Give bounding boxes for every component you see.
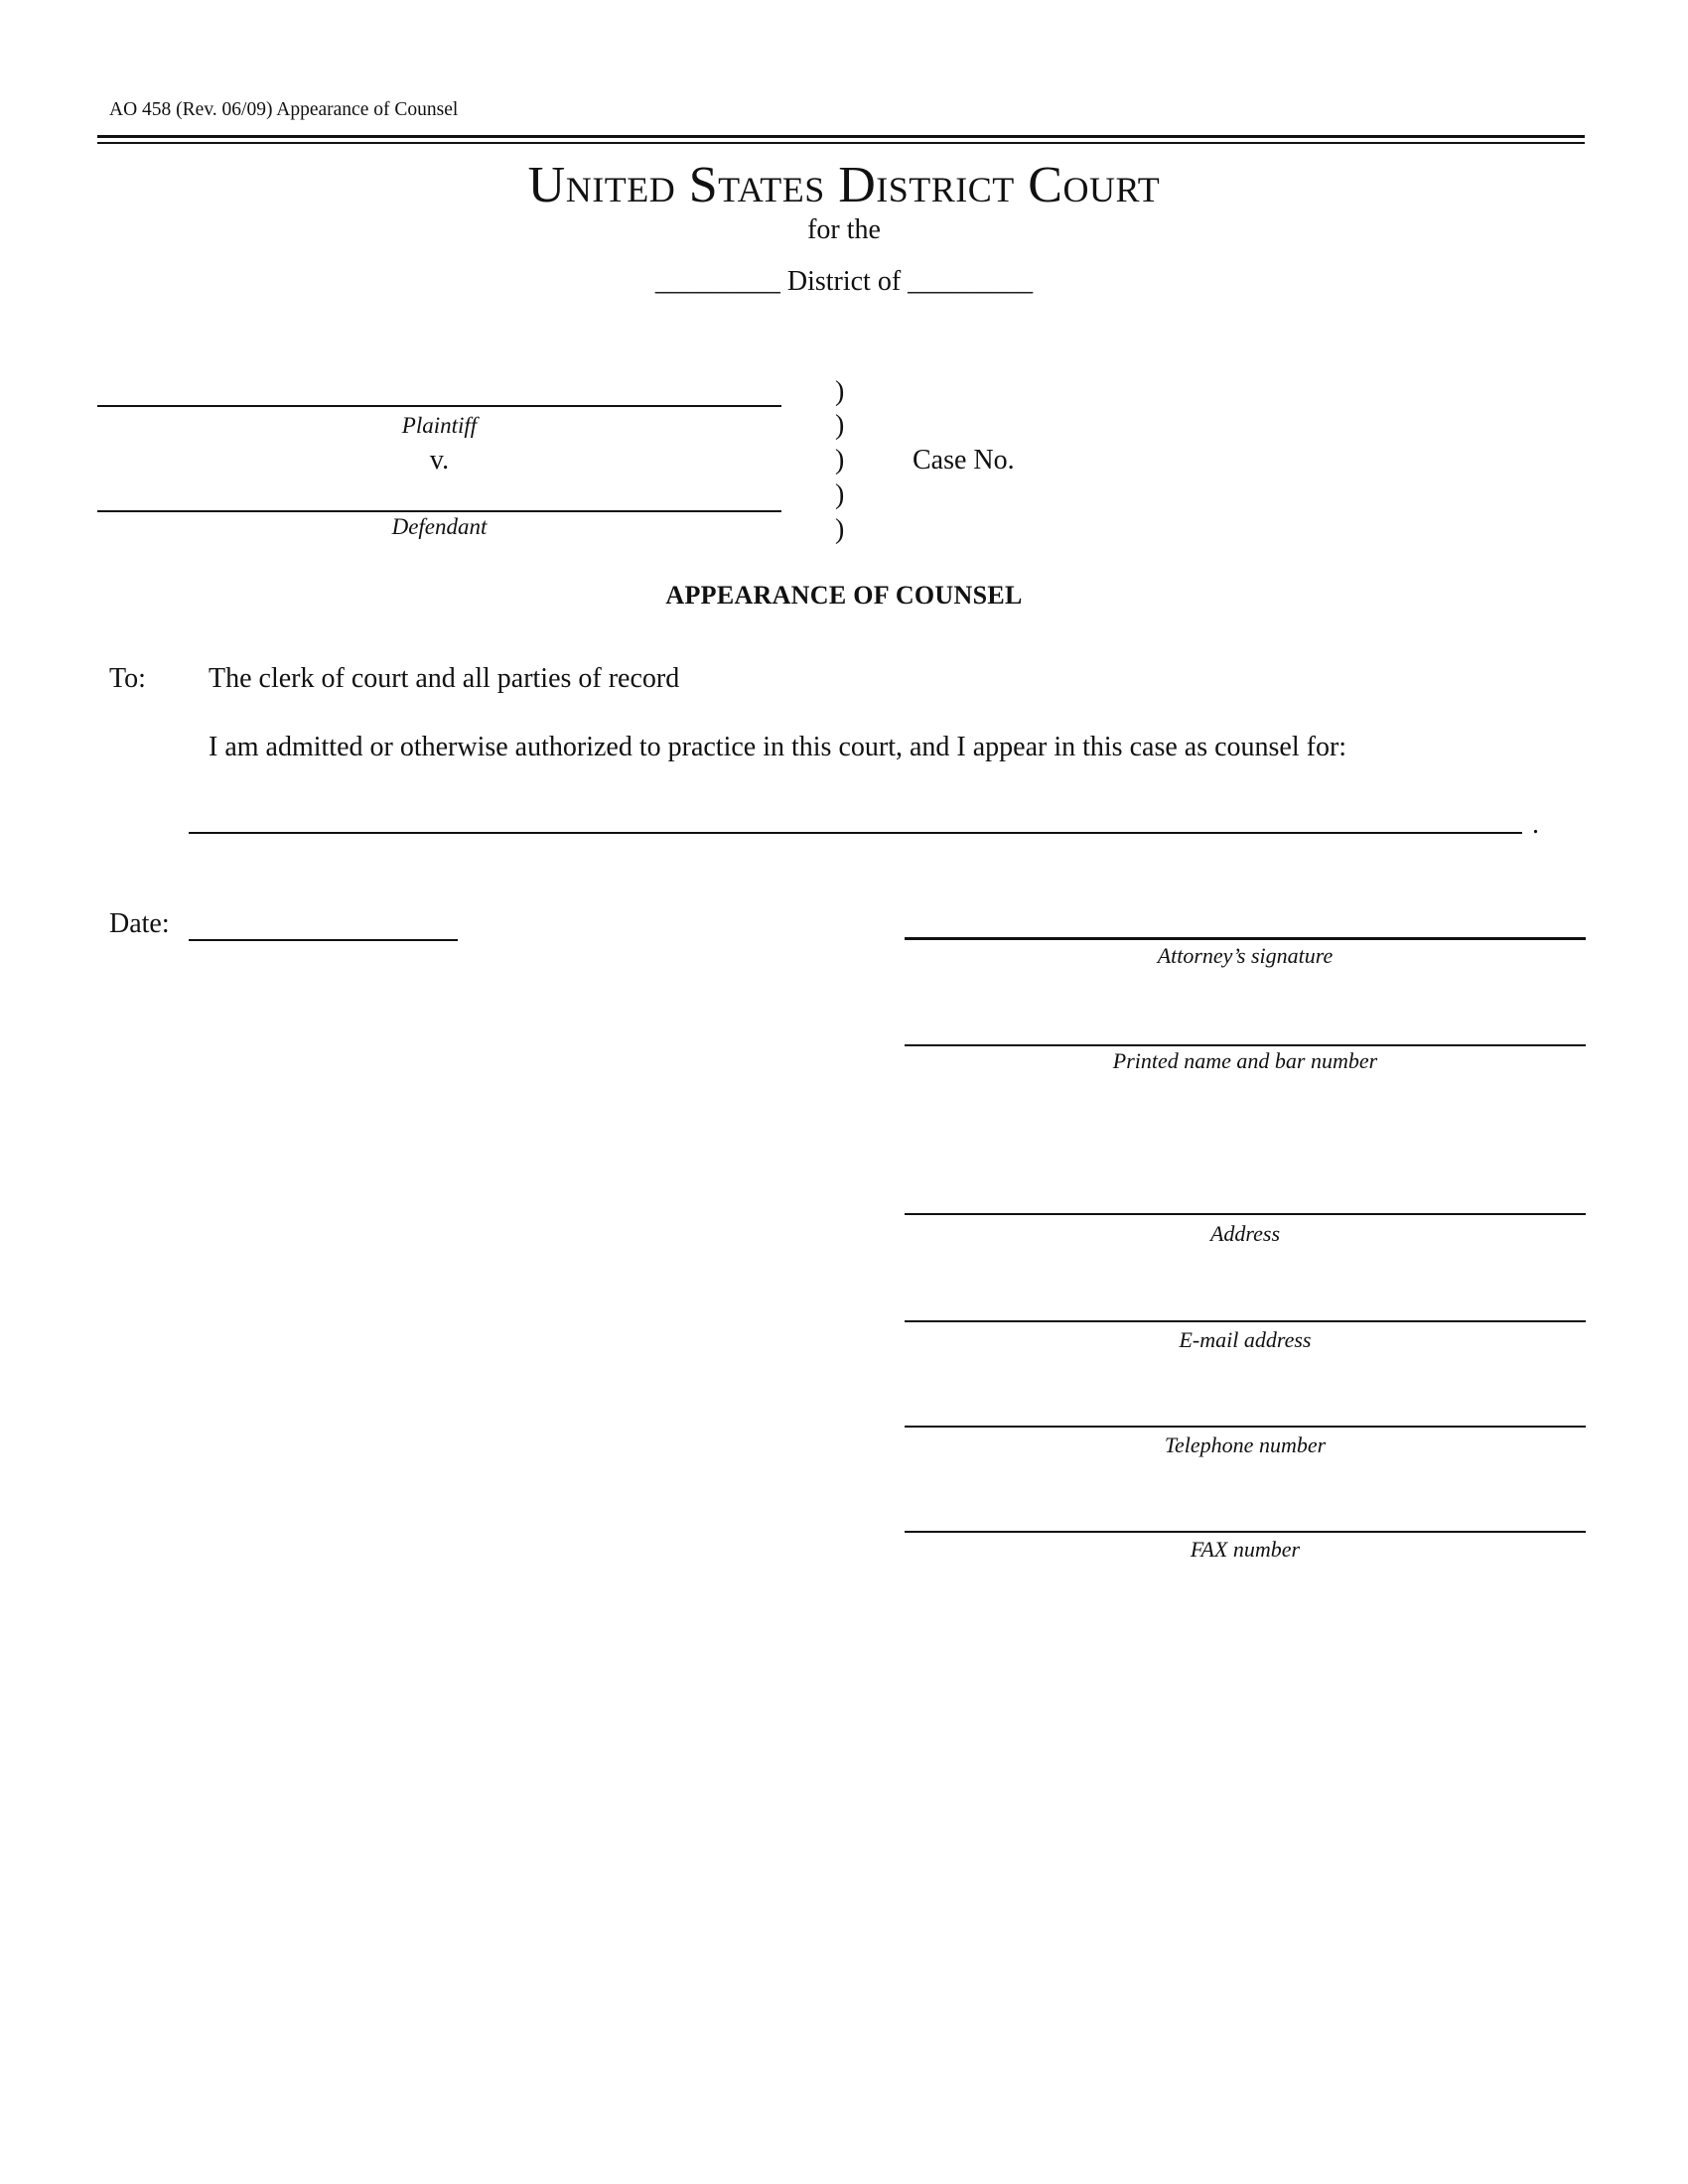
header-rule-thick — [97, 135, 1585, 138]
fax-label: FAX number — [1190, 1537, 1301, 1562]
defendant-name-field[interactable] — [97, 510, 781, 512]
statement-period: . — [1532, 809, 1539, 840]
address-field[interactable] — [905, 1213, 1586, 1215]
fax-field[interactable] — [905, 1531, 1586, 1533]
header-rule-thin — [97, 142, 1585, 144]
printed-name-label: Printed name and bar number — [1112, 1048, 1378, 1073]
court-title: United States District Court — [527, 157, 1161, 213]
district-line[interactable]: _________ District of _________ — [654, 266, 1034, 297]
case-number-label: Case No. — [913, 445, 1015, 476]
for-the-text: for the — [807, 214, 881, 245]
plaintiff-name-field[interactable] — [97, 405, 781, 407]
printed-name-field[interactable] — [905, 1044, 1586, 1046]
attorney-signature-label: Attorney’s signature — [1157, 943, 1334, 968]
date-label: Date: — [109, 908, 170, 939]
attorney-signature-field[interactable] — [905, 937, 1586, 940]
counsel-for-field[interactable] — [189, 832, 1522, 834]
caption-paren: ) — [835, 514, 845, 545]
to-recipients: The clerk of court and all parties of record — [209, 663, 680, 694]
email-field[interactable] — [905, 1320, 1586, 1322]
defendant-label: Defendant — [391, 514, 488, 539]
caption-paren: ) — [835, 479, 845, 510]
form-identifier: AO 458 (Rev. 06/09) Appearance of Counsel — [109, 99, 459, 120]
counsel-statement: I am admitted or otherwise authorized to practice in this court, and I appear in this case as counsel for: — [209, 732, 1347, 762]
document-heading: APPEARANCE OF COUNSEL — [665, 581, 1023, 610]
address-label: Address — [1209, 1221, 1281, 1246]
versus-text: v. — [429, 445, 450, 476]
date-field[interactable] — [189, 939, 458, 941]
caption-paren: ) — [835, 376, 845, 407]
telephone-field[interactable] — [905, 1426, 1586, 1428]
to-label: To: — [109, 663, 146, 694]
caption-paren: ) — [835, 410, 845, 441]
telephone-label: Telephone number — [1164, 1433, 1327, 1457]
plaintiff-label: Plaintiff — [401, 413, 478, 438]
caption-paren: ) — [835, 445, 845, 476]
email-label: E-mail address — [1179, 1327, 1312, 1352]
